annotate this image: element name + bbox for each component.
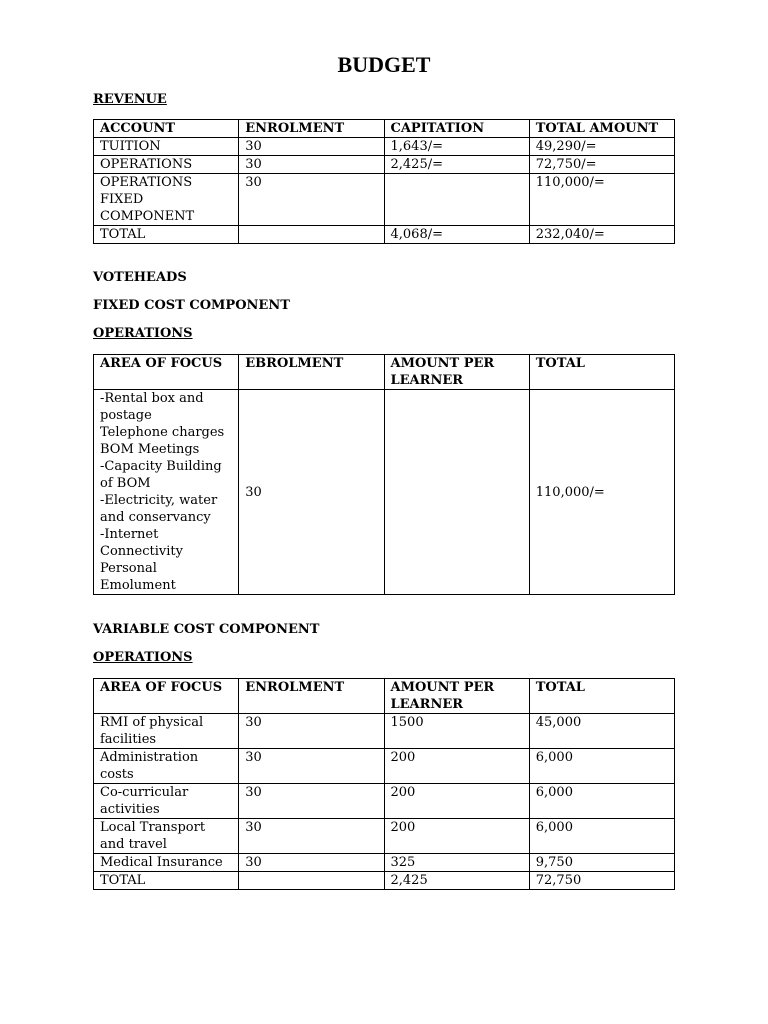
focus-item: -Capacity Building of BOM xyxy=(100,459,222,491)
table-cell: 110,000/= xyxy=(529,390,674,595)
table-cell: 30 xyxy=(239,390,384,595)
focus-item: Telephone charges xyxy=(100,425,225,440)
table-cell: 1500 xyxy=(384,714,529,749)
column-header: ENROLMENT xyxy=(239,120,384,138)
focus-list-cell xyxy=(94,390,239,595)
variable-cost-heading: VARIABLE COST COMPONENT xyxy=(93,622,320,637)
table-cell: RMI of physical facilities xyxy=(94,714,239,749)
fixed-cost-heading: FIXED COST COMPONENT xyxy=(93,298,290,313)
table-cell: TOTAL xyxy=(94,872,239,890)
table-row xyxy=(94,714,675,749)
table-cell: 30 xyxy=(239,854,384,872)
table-cell: 30 xyxy=(239,819,384,854)
table-cell: Local Transport and travel xyxy=(94,819,239,854)
column-header: CAPITATION xyxy=(384,120,529,138)
table-cell: 30 xyxy=(239,714,384,749)
column-header: EBROLMENT xyxy=(239,355,384,390)
column-header: TOTAL xyxy=(529,355,674,390)
table-cell: 72,750/= xyxy=(529,156,674,174)
table-cell: OPERATIONS xyxy=(94,156,239,174)
table-row xyxy=(94,156,675,174)
focus-item: -Rental box and postage xyxy=(100,391,204,423)
table-cell: 232,040/= xyxy=(529,226,674,244)
table-row xyxy=(94,390,675,595)
focus-item: -Electricity, water and conservancy xyxy=(100,493,218,525)
table-row xyxy=(94,784,675,819)
table-cell: 30 xyxy=(239,156,384,174)
table-cell: 72,750 xyxy=(529,872,674,890)
table-cell: 30 xyxy=(239,784,384,819)
table-cell: 2,425 xyxy=(384,872,529,890)
table-cell: Administration costs xyxy=(94,749,239,784)
table-cell: Medical Insurance xyxy=(94,854,239,872)
table-cell: 30 xyxy=(239,749,384,784)
table-cell: 6,000 xyxy=(529,784,674,819)
column-header: TOTAL AMOUNT xyxy=(529,120,674,138)
table-row xyxy=(94,226,675,244)
table-cell: TOTAL xyxy=(94,226,239,244)
table-cell xyxy=(384,390,529,595)
table-cell xyxy=(239,872,384,890)
table-cell: 45,000 xyxy=(529,714,674,749)
table-header-row xyxy=(94,679,675,714)
table-cell: TUITION xyxy=(94,138,239,156)
column-header: AMOUNT PER LEARNER xyxy=(384,679,529,714)
column-header: TOTAL xyxy=(529,679,674,714)
table-cell: Co-curricular activities xyxy=(94,784,239,819)
table-cell: 30 xyxy=(239,138,384,156)
table-row xyxy=(94,854,675,872)
revenue-table xyxy=(93,119,675,244)
variable-operations-heading: OPERATIONS xyxy=(93,650,193,665)
focus-item: -Internet Connectivity xyxy=(100,527,183,559)
table-cell: 200 xyxy=(384,749,529,784)
table-cell: 200 xyxy=(384,819,529,854)
column-header: ENROLMENT xyxy=(239,679,384,714)
table-row xyxy=(94,872,675,890)
table-row xyxy=(94,749,675,784)
table-cell: 6,000 xyxy=(529,749,674,784)
table-cell: 1,643/= xyxy=(384,138,529,156)
table-cell: 9,750 xyxy=(529,854,674,872)
voteheads-heading: VOTEHEADS xyxy=(93,270,187,285)
table-row xyxy=(94,174,675,226)
table-cell: 110,000/= xyxy=(529,174,674,226)
table-cell: 325 xyxy=(384,854,529,872)
table-header-row xyxy=(94,355,675,390)
table-row xyxy=(94,819,675,854)
column-header: AREA OF FOCUS xyxy=(94,679,239,714)
focus-item: Personal Emolument xyxy=(100,561,176,593)
fixed-operations-heading: OPERATIONS xyxy=(93,326,193,341)
table-cell: OPERATIONS FIXED COMPONENT xyxy=(94,174,239,226)
focus-item: BOM Meetings xyxy=(100,442,200,457)
table-cell xyxy=(384,174,529,226)
page-title: BUDGET xyxy=(337,52,431,77)
table-cell: 200 xyxy=(384,784,529,819)
table-cell: 4,068/= xyxy=(384,226,529,244)
revenue-heading: REVENUE xyxy=(93,92,167,107)
table-cell: 30 xyxy=(239,174,384,226)
table-cell: 6,000 xyxy=(529,819,674,854)
variable-cost-table xyxy=(93,678,675,890)
column-header: AREA OF FOCUS xyxy=(94,355,239,390)
table-cell xyxy=(239,226,384,244)
table-cell: 49,290/= xyxy=(529,138,674,156)
table-header-row xyxy=(94,120,675,138)
table-cell: 2,425/= xyxy=(384,156,529,174)
fixed-cost-table xyxy=(93,354,675,595)
table-row xyxy=(94,138,675,156)
column-header: AMOUNT PER LEARNER xyxy=(384,355,529,390)
column-header: ACCOUNT xyxy=(94,120,239,138)
